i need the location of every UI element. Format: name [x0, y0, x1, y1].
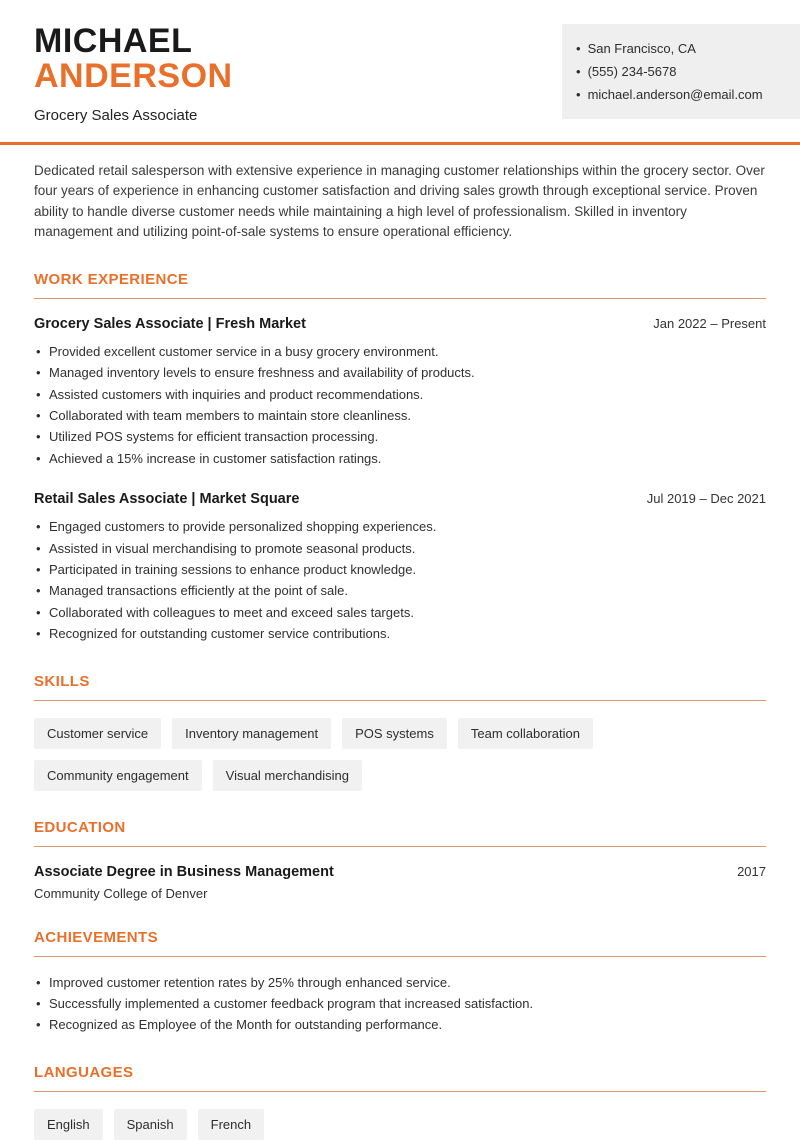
bullet-item: • Assisted customers with inquiries and product recommendations.	[34, 384, 766, 405]
bullet-item: • Provided excellent customer service in a busy grocery environment.	[34, 341, 766, 362]
section-skills	[34, 673, 766, 791]
section-divider	[34, 846, 766, 847]
resume-content	[0, 161, 800, 1140]
contact-email-text: michael.anderson@email.com	[587, 87, 763, 102]
section-title-achievements: ACHIEVEMENTS	[34, 928, 158, 946]
bullet-item: • Successfully implemented a customer feedback program that increased satisfaction.	[34, 993, 766, 1014]
language-chip: Spanish	[114, 1109, 187, 1140]
education-header	[34, 864, 766, 880]
bullet-item: • Improved customer retention rates by 25% through enhanced service.	[34, 972, 766, 993]
job-dates: Jan 2022 – Present	[653, 315, 766, 331]
skill-chip: POS systems	[342, 718, 447, 749]
contact-box	[562, 24, 800, 119]
last-name: ANDERSON	[34, 57, 233, 96]
achievements-bullet-list	[34, 972, 766, 1036]
contact-email	[576, 83, 784, 106]
education-degree: Associate Degree in Business Management	[34, 863, 334, 880]
section-title-education: EDUCATION	[34, 818, 126, 836]
bullet-item: • Utilized POS systems for efficient transaction processing.	[34, 426, 766, 447]
summary-paragraph: Dedicated retail salesperson with extensive experience in managing customer relationships within the grocery sector. Over four years of experience in enhancing customer satisfaction and driving sales growth through exceptional service. Proven ability to handle diverse customer needs while maintaining a high level of professionalism. Skilled in inventory management and utilizing point-of-sale systems to ensure operational efficiency.	[34, 162, 765, 240]
bullet-item: • Recognized for outstanding customer service contributions.	[34, 623, 766, 644]
section-achievements	[34, 929, 766, 1036]
section-title-skills: SKILLS	[34, 672, 90, 690]
skill-chip: Inventory management	[172, 718, 331, 749]
section-title-languages: LANGUAGES	[34, 1063, 134, 1081]
job-header	[34, 316, 766, 332]
skill-chip: Visual merchandising	[213, 760, 362, 791]
first-name: MICHAEL	[34, 22, 193, 60]
languages-chip-list	[34, 1109, 766, 1140]
bullet-item: • Participated in training sessions to enhance product knowledge.	[34, 559, 766, 580]
contact-phone	[576, 60, 784, 83]
job-bullet-list	[34, 341, 766, 469]
section-languages	[34, 1064, 766, 1140]
section-education	[34, 819, 766, 901]
skill-chip: Team collaboration	[458, 718, 593, 749]
section-title-work-experience: WORK EXPERIENCE	[34, 270, 189, 288]
education-school: Community College of Denver	[34, 885, 208, 901]
skill-chip: Community engagement	[34, 760, 202, 791]
person-name	[34, 24, 233, 95]
education-year: 2017	[737, 863, 766, 879]
bullet-item: • Assisted in visual merchandising to promote seasonal products.	[34, 538, 766, 559]
header-divider	[0, 142, 800, 145]
contact-location	[576, 37, 784, 60]
bullet-item: • Recognized as Employee of the Month for outstanding performance.	[34, 1014, 766, 1035]
job-header	[34, 491, 766, 507]
bullet-icon: •	[576, 87, 581, 102]
job-entry	[34, 491, 766, 644]
contact-location-text: San Francisco, CA	[587, 41, 696, 56]
section-divider	[34, 956, 766, 957]
bullet-icon: •	[576, 41, 581, 56]
job-title: Retail Sales Associate | Market Square	[34, 491, 300, 508]
contact-phone-text: (555) 234-5678	[587, 64, 677, 79]
bullet-item: • Managed inventory levels to ensure freshness and availability of products.	[34, 362, 766, 383]
job-entry	[34, 316, 766, 469]
bullet-item: • Managed transactions efficiently at the point of sale.	[34, 580, 766, 601]
person-job-title: Grocery Sales Associate	[34, 106, 198, 124]
name-block	[34, 24, 233, 124]
skills-chip-list	[34, 718, 766, 791]
language-chip: English	[34, 1109, 103, 1140]
resume-header	[0, 0, 800, 124]
bullet-item: • Achieved a 15% increase in customer satisfaction ratings.	[34, 448, 766, 469]
bullet-item: • Engaged customers to provide personalized shopping experiences.	[34, 516, 766, 537]
job-title: Grocery Sales Associate | Fresh Market	[34, 315, 306, 332]
bullet-icon: •	[576, 64, 581, 79]
job-bullet-list	[34, 516, 766, 644]
section-work-experience	[34, 271, 766, 645]
bullet-item: • Collaborated with colleagues to meet and exceed sales targets.	[34, 602, 766, 623]
skill-chip: Customer service	[34, 718, 161, 749]
section-divider	[34, 298, 766, 299]
education-entry	[34, 864, 766, 901]
job-dates: Jul 2019 – Dec 2021	[646, 491, 766, 507]
section-divider	[34, 1091, 766, 1092]
language-chip: French	[198, 1109, 264, 1140]
bullet-item: • Collaborated with team members to maintain store cleanliness.	[34, 405, 766, 426]
section-divider	[34, 700, 766, 701]
